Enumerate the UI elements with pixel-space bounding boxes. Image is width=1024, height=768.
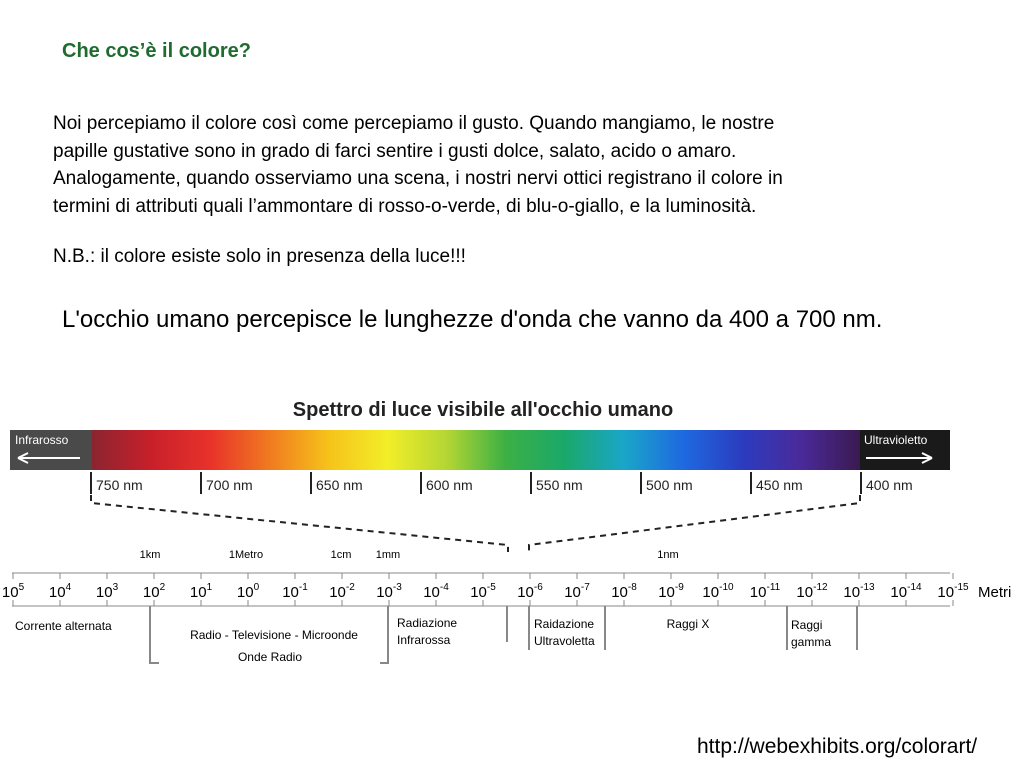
scale-tick-label: $10^{-15}$ bbox=[937, 582, 969, 601]
nm-tick-label: 750 nm bbox=[96, 477, 143, 493]
band-uv-line2: Ultravoletta bbox=[534, 634, 595, 648]
nm-tick-label: 450 nm bbox=[756, 477, 803, 493]
band-uv-line1: Raidazione bbox=[534, 617, 595, 631]
band-infrared-line2: Infrarossa bbox=[397, 633, 451, 647]
scale-tick-label: $10^{-8}$ bbox=[611, 582, 637, 601]
scale-tick-label: $10^5$ bbox=[1, 582, 25, 601]
scale-tick-label: $10^{-6}$ bbox=[517, 582, 543, 601]
ultraviolet-label: Ultravioletto bbox=[864, 433, 928, 447]
top-label-1metro: 1Metro bbox=[228, 549, 264, 561]
paragraph-line: Noi percepiamo il colore così come percepiamo il gusto. Quando mangiamo, le nostre bbox=[53, 113, 775, 134]
scale-tick-label: $10^2$ bbox=[142, 582, 166, 601]
scale-tick-label: $10^{-5}$ bbox=[470, 582, 496, 601]
infrared-label: Infrarosso bbox=[15, 433, 69, 447]
visible-range-text: L'occhio umano percepisce le lunghezze d'onda che vanno da 400 a 700 nm. bbox=[62, 306, 883, 333]
paragraph-line: termini di attributi quali l’ammontare di rosso-o-verde, di blu-o-giallo, e la luminosità. bbox=[53, 195, 757, 217]
scale-tick-label: $10^{-11}$ bbox=[749, 582, 781, 601]
top-label-1cm: 1cm bbox=[330, 549, 352, 561]
scale-tick-label: $10^{-12}$ bbox=[796, 582, 828, 601]
scale-tick-label: $10^3$ bbox=[95, 582, 119, 601]
band-infrared-line1: Radiazione bbox=[397, 616, 458, 630]
spectrum-title: Spettro di luce visibile all'occhio umano bbox=[292, 399, 674, 421]
scale-tick-label: $10^{-13}$ bbox=[843, 582, 875, 601]
scale-tick-label: $10^{-10}$ bbox=[702, 582, 734, 601]
paragraph-line: papille gustative sono in grado di farci sentire i gusti dolce, salato, acido o amaro. bbox=[53, 140, 737, 162]
band-radio-line2: Onde Radio bbox=[237, 650, 303, 664]
scale-tick-label: $10^{-14}$ bbox=[890, 582, 922, 601]
nm-tick-label: 700 nm bbox=[206, 477, 253, 493]
note: N.B.: il colore esiste solo in presenza della luce!!! bbox=[53, 246, 466, 267]
nm-tick-label: 500 nm bbox=[646, 477, 693, 493]
bracket-radio-right bbox=[380, 606, 388, 663]
zoom-line-left bbox=[91, 495, 508, 552]
nm-tick-label: 600 nm bbox=[426, 477, 473, 493]
top-label-1mm: 1mm bbox=[375, 549, 401, 561]
scale-tick-label: $10^{-4}$ bbox=[423, 582, 449, 601]
bracket-radio-left bbox=[150, 606, 159, 663]
nm-tick-label: 550 nm bbox=[536, 477, 583, 493]
source-link[interactable]: http://webexhibits.org/colorart/ bbox=[697, 735, 978, 758]
visible-spectrum-bar bbox=[92, 430, 860, 470]
scale-ticks bbox=[2, 573, 969, 606]
nm-ticks bbox=[91, 472, 913, 494]
band-gamma-line1: Raggi bbox=[791, 618, 823, 632]
scale-tick-label: $10^{-2}$ bbox=[329, 582, 355, 601]
scale-tick-label: $10^{-9}$ bbox=[658, 582, 684, 601]
top-label-1km: 1km bbox=[139, 549, 161, 561]
band-alternating-current: Corrente alternata bbox=[15, 619, 112, 633]
scale-tick-label: $10^1$ bbox=[189, 582, 213, 601]
band-gamma-line2: gamma bbox=[791, 635, 832, 649]
zoom-line-right bbox=[529, 495, 860, 552]
scale-tick-label: $10^0$ bbox=[236, 582, 260, 601]
page-title: Che cos’è il colore? bbox=[62, 40, 251, 62]
nm-tick-label: 400 nm bbox=[866, 477, 913, 493]
band-xray: Raggi X bbox=[666, 617, 710, 631]
paragraph-line: Analogamente, quando osserviamo una scena, i nostri nervi ottici registrano il colore in bbox=[53, 168, 783, 189]
nm-tick-label: 650 nm bbox=[316, 477, 363, 493]
scale-tick-label: $10^4$ bbox=[48, 582, 72, 601]
scale-tick-label: $10^{-3}$ bbox=[376, 582, 402, 601]
band-radio-line1: Radio - Televisione - Microonde bbox=[190, 628, 358, 642]
top-label-1nm: 1nm bbox=[657, 549, 679, 561]
unit-label: Metri bbox=[978, 584, 1012, 601]
scale-tick-label: $10^{-1}$ bbox=[282, 582, 308, 601]
scale-tick-label: $10^{-7}$ bbox=[564, 582, 590, 601]
